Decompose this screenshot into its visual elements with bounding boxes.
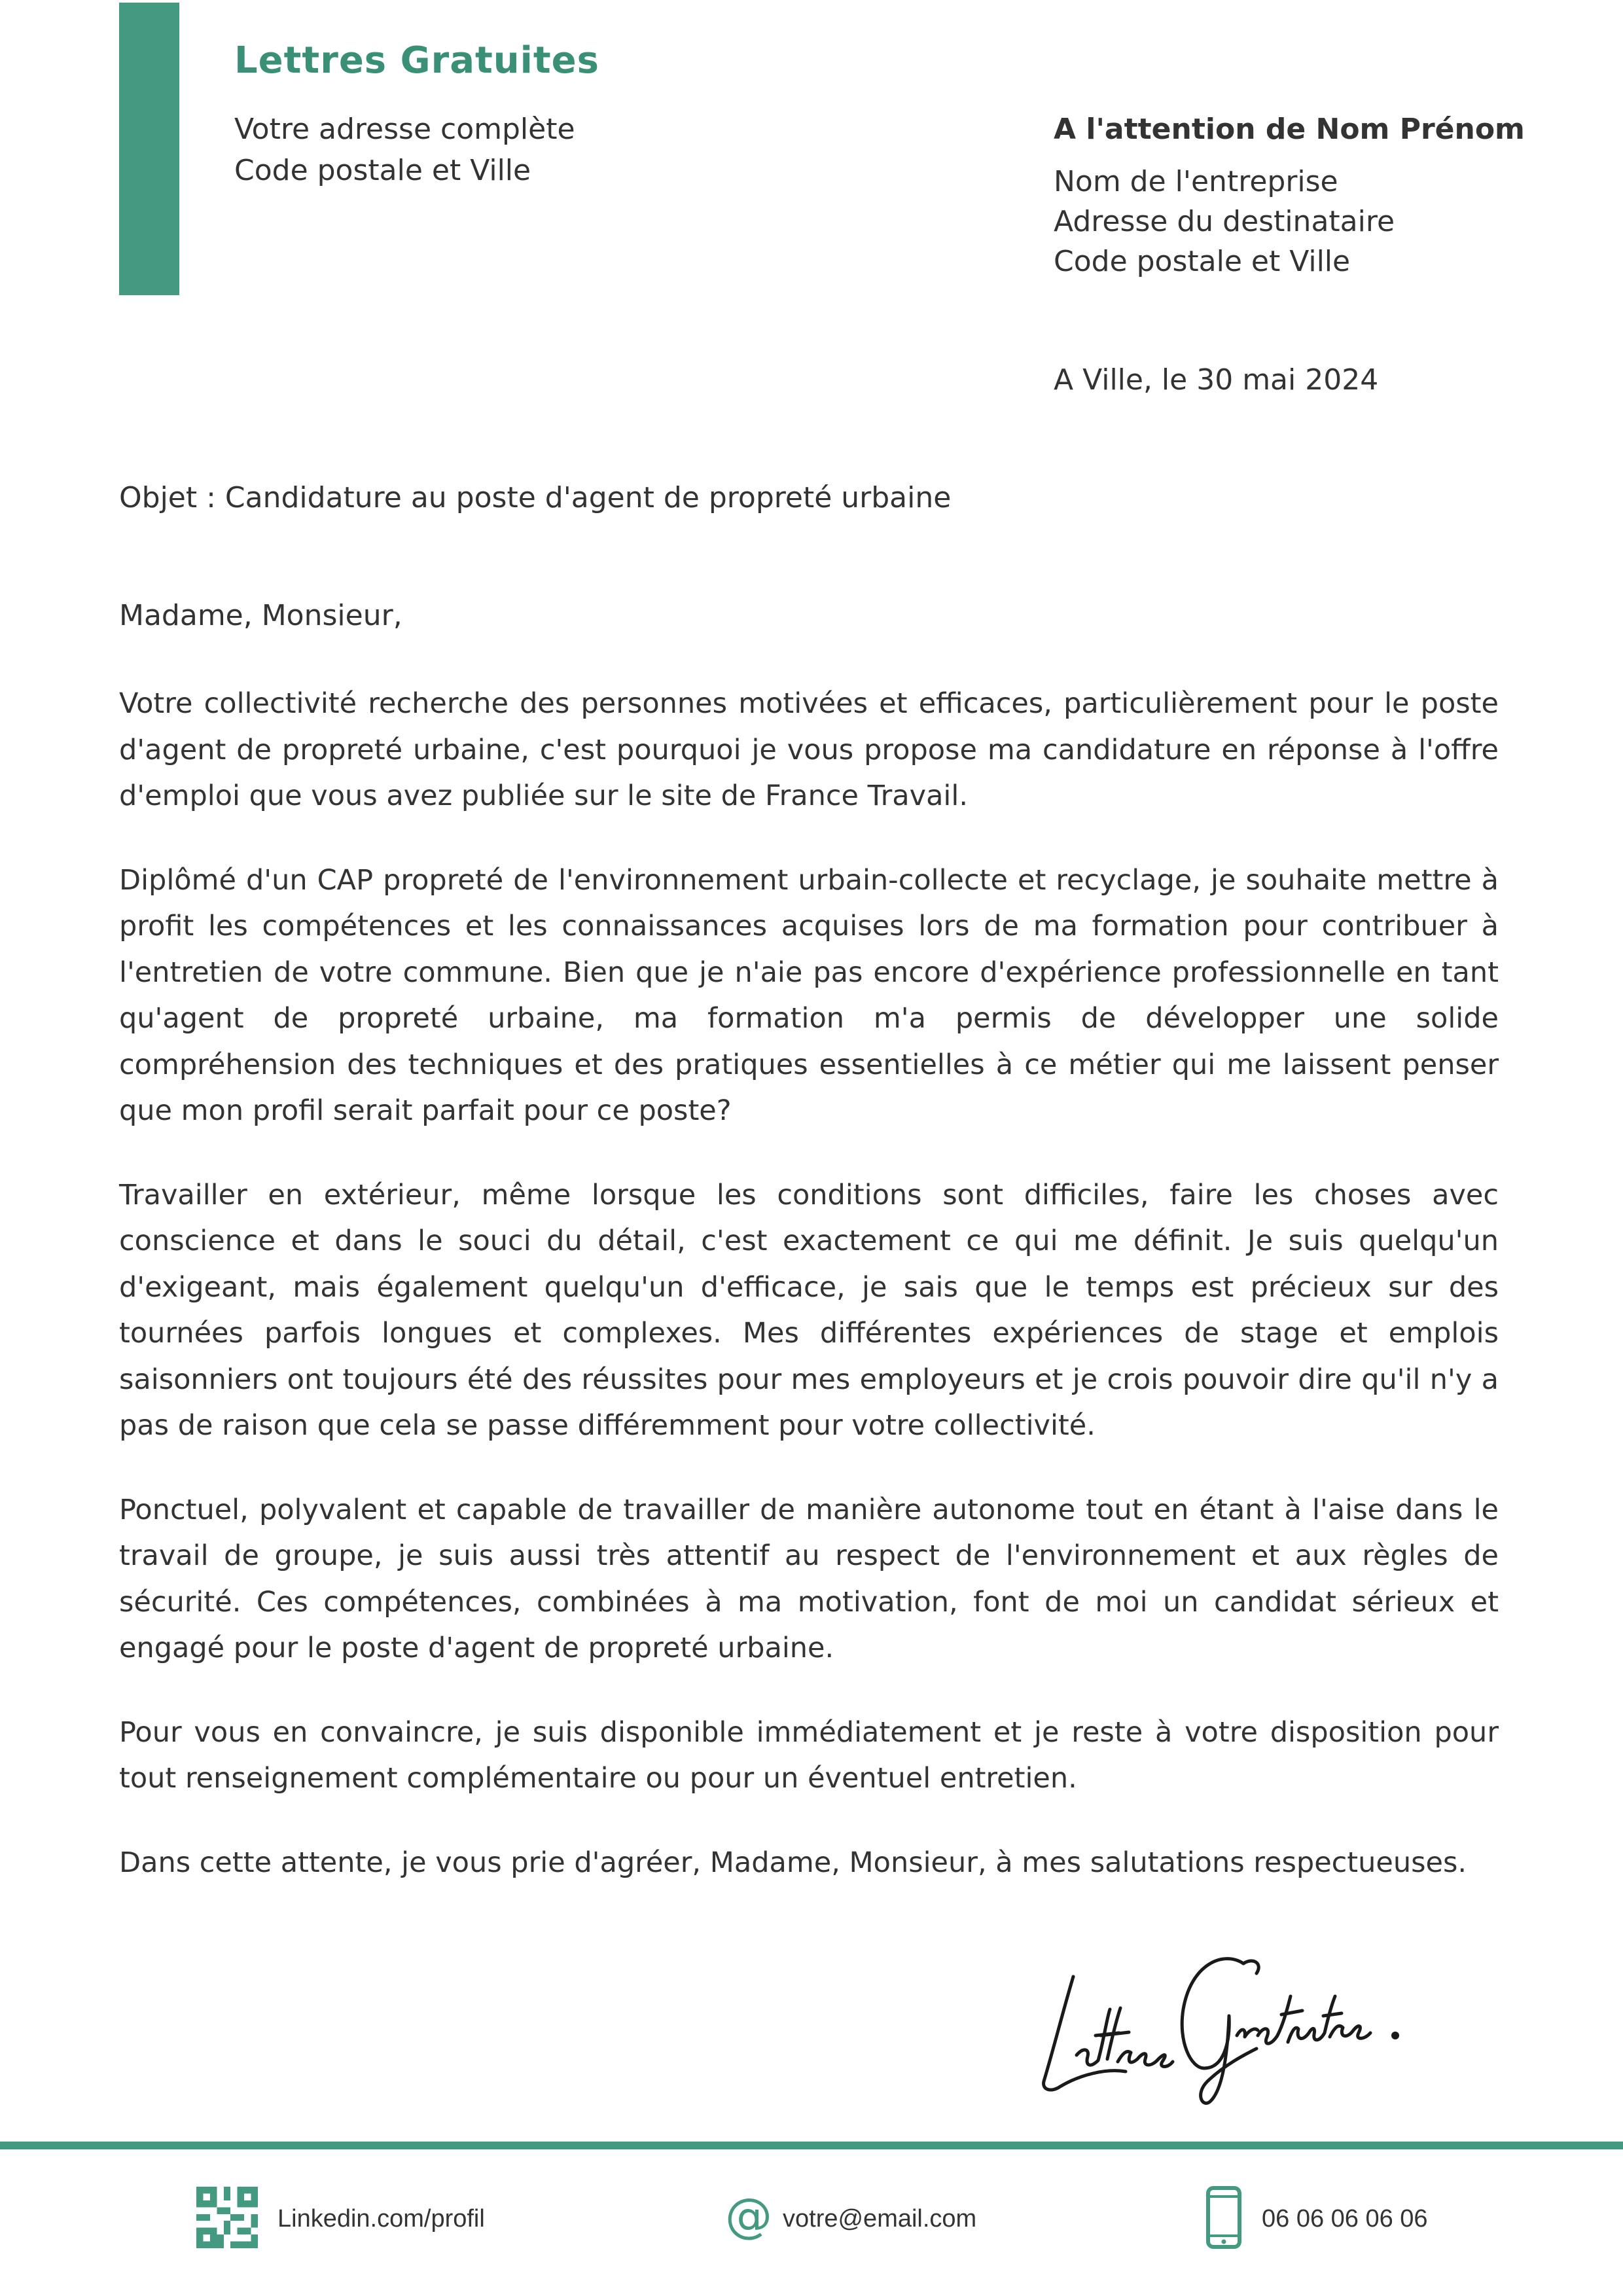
sender-address-line1: Votre adresse complète <box>234 113 575 146</box>
email-link[interactable]: votre@email.com <box>783 2204 977 2233</box>
paragraph-1: Votre collectivité recherche des personnes motivées et efficaces, particulièrement pour le poste d'agent de propreté urbaine, c'est pourquoi je vous propose ma candidature en réponse à l'offre d'emploi que vous avez publiée sur le site de France Travail. <box>119 687 1499 812</box>
footer-phone <box>1205 2186 1428 2251</box>
recipient-block <box>1054 113 1525 281</box>
letter-date: A Ville, le 30 mai 2024 <box>1054 363 1379 397</box>
paragraph-4: Ponctuel, polyvalent et capable de travailler de manière autonome tout en étant à l'aise dans le travail de groupe, je suis aussi très attentif au respect de l'environnement et aux règles de sécurité. Ces compétences, combinées à ma motivation, font de moi un candidat sérieux et engagé pour le poste d'agent de propreté urbaine. <box>119 1493 1499 1664</box>
phone-number[interactable]: 06 06 06 06 06 <box>1262 2204 1428 2233</box>
paragraph-3: Travailler en extérieur, même lorsque les conditions sont difficiles, faire les choses avec conscience et dans le souci du détail, c'est exactement ce qui me définit. Je suis quelqu'un d'exigeant, mais également quelqu'un d'efficace, je sais que le temps est précieux sur des tournées parfois longues et complexes. Mes différentes expériences de stage et emplois saisonniers ont toujours été des réussites pour mes employeurs et je crois pouvoir dire qu'il n'y a pas de raison que cela se passe différemment pour votre collectivité. <box>119 1178 1499 1442</box>
svg-text:@: @ <box>725 2194 772 2241</box>
signature <box>1027 1937 1420 2108</box>
sender-address <box>234 109 575 191</box>
paragraph-5: Pour vous en convaincre, je suis disponible immédiatement et je reste à votre disposition pour tout renseignement complémentaire ou pour un éventuel entretien. <box>119 1715 1499 1795</box>
sender-name: Lettres Gratuites <box>234 39 599 82</box>
salutation: Madame, Monsieur, <box>119 599 402 632</box>
qr-code-icon <box>196 2187 258 2251</box>
paragraph-2: Diplômé d'un CAP propreté de l'environnement urbain-collecte et recyclage, je souhaite mettre à profit les compétences et les connaissances acquises lors de ma formation pour contribuer à l'entretien de votre commune. Bien que je n'aie pas encore d'expérience professionnelle en tant qu'agent de propreté urbaine, ma formation m'a permis de développer une solide compréhension des techniques et des pratiques essentielles à ce métier qui me laissent penser que mon profil serait parfait pour ce poste? <box>119 863 1499 1127</box>
paragraph-closing: Dans cette attente, je vous prie d'agréer, Madame, Monsieur, à mes salutations respectueuses. <box>119 1846 1467 1879</box>
at-sign-icon <box>725 2194 772 2244</box>
footer-linkedin <box>196 2186 485 2251</box>
accent-bar <box>119 3 179 295</box>
footer-rule <box>0 2142 1623 2149</box>
recipient-address: Adresse du destinataire <box>1054 205 1395 238</box>
recipient-company: Nom de l'entreprise <box>1054 165 1338 198</box>
recipient-city: Code postale et Ville <box>1054 245 1351 278</box>
linkedin-link[interactable]: Linkedin.com/profil <box>277 2204 485 2233</box>
recipient-attention: A l'attention de Nom Prénom <box>1054 113 1525 146</box>
letter-body <box>119 681 1499 1924</box>
footer-email <box>725 2186 976 2251</box>
sender-address-line2: Code postale et Ville <box>234 154 531 187</box>
letter-object: Objet : Candidature au poste d'agent de propreté urbaine <box>119 481 952 514</box>
mobile-phone-icon <box>1205 2186 1242 2251</box>
